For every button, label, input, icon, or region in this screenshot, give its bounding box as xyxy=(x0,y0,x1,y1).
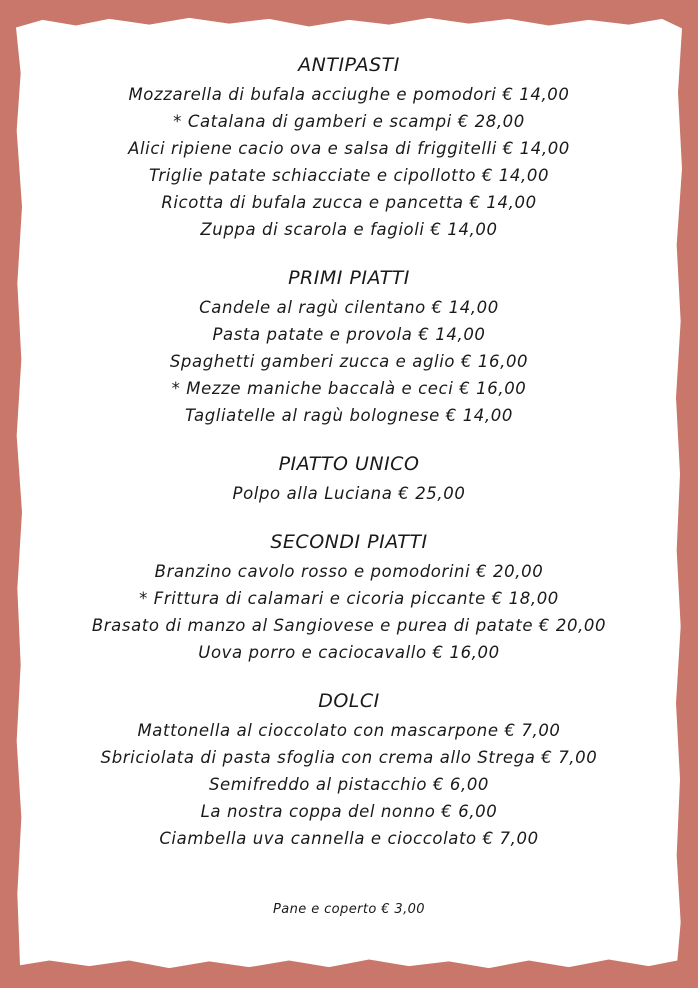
section-title: DOLCI xyxy=(318,690,380,712)
section-title: PIATTO UNICO xyxy=(278,453,420,475)
menu-item: Pasta patate e provola € 14,00 xyxy=(212,325,486,344)
menu-item: * Mezze maniche baccalà e ceci € 16,00 xyxy=(171,379,527,398)
menu-item: Mattonella al cioccolato con mascarpone € 7,00 xyxy=(137,721,561,740)
menu-item: Ricotta di bufala zucca e pancetta € 14,00 xyxy=(161,193,537,212)
section-title: ANTIPASTI xyxy=(298,54,400,76)
menu-item: Sbriciolata di pasta sfoglia con crema allo Strega € 7,00 xyxy=(100,748,598,767)
menu-item: Alici ripiene cacio ova e salsa di friggitelli € 14,00 xyxy=(128,139,570,158)
menu-item: Semifreddo al pistacchio € 6,00 xyxy=(208,775,490,794)
menu-item: Spaghetti gamberi zucca e aglio € 16,00 xyxy=(169,352,529,371)
menu-item: Uova porro e caciocavallo € 16,00 xyxy=(198,643,500,662)
section-title: SECONDI PIATTI xyxy=(270,531,428,553)
menu-item: Branzino cavolo rosso e pomodorini € 20,00 xyxy=(154,562,544,581)
section-piatto-unico xyxy=(0,449,698,507)
menu-item: Triglie patate schiacciate e cipollotto € 14,00 xyxy=(148,166,550,185)
menu-item: Tagliatelle al ragù bolognese € 14,00 xyxy=(185,406,513,425)
section-secondi-piatti xyxy=(0,527,698,666)
menu-item: La nostra coppa del nonno € 6,00 xyxy=(200,802,498,821)
section-dolci xyxy=(0,686,698,852)
menu-item: Mozzarella di bufala acciughe e pomodori € 14,00 xyxy=(128,85,570,104)
section-antipasti xyxy=(0,50,698,243)
section-title: PRIMI PIATTI xyxy=(288,267,410,289)
menu-item: Candele al ragù cilentano € 14,00 xyxy=(199,298,499,317)
menu-content xyxy=(0,50,698,852)
menu-item: Zuppa di scarola e fagioli € 14,00 xyxy=(200,220,498,239)
menu-item: * Catalana di gamberi e scampi € 28,00 xyxy=(173,112,525,131)
cover-charge-note: Pane e coperto € 3,00 xyxy=(273,902,425,917)
menu-item: * Frittura di calamari e cicoria piccante € 18,00 xyxy=(139,589,559,608)
section-primi-piatti xyxy=(0,263,698,429)
menu-item: Brasato di manzo al Sangiovese e purea di patate € 20,00 xyxy=(91,616,607,635)
menu-item: Polpo alla Luciana € 25,00 xyxy=(232,484,466,503)
menu-item: Ciambella uva cannella e cioccolato € 7,00 xyxy=(159,829,539,848)
